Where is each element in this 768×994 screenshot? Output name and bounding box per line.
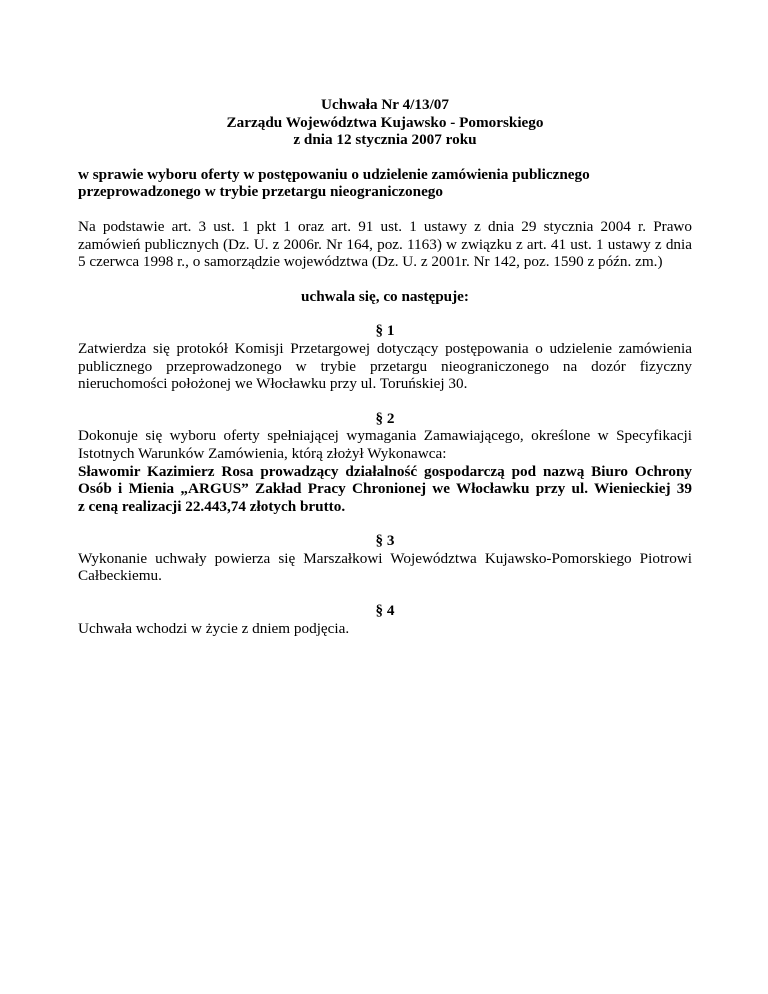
section-3	[78, 532, 692, 585]
legal-basis-line: Na podstawie art. 3 ust. 1 pkt 1 oraz art. 91 ust. 1 ustawy z dnia 29 stycznia 2004 r. Prawo	[78, 217, 692, 235]
section-line: publicznego przeprowadzonego w trybie przetargu nieograniczonego na dozór fizyczny	[78, 357, 692, 375]
legal-basis-line: zamówień publicznych (Dz. U. z 2006r. Nr 164, poz. 1163) w związku z art. 41 ust. 1 ustawy z dnia	[78, 235, 692, 253]
section-line: Wykonanie uchwały powierza się Marszałkowi Województwa Kujawsko-Pomorskiego Piotrowi	[78, 549, 692, 567]
section-mark: § 1	[375, 322, 395, 340]
subject-line: w sprawie wyboru oferty w postępowaniu o udzielenie zamówienia publicznego	[78, 165, 590, 183]
section-line: Istotnych Warunków Zamówienia, którą złożył Wykonawca:	[78, 444, 447, 462]
legal-basis-line: 5 czerwca 1998 r., o samorządzie województwa (Dz. U. z 2001r. Nr 142, poz. 1590 z późn. zm.)	[78, 253, 663, 271]
section-mark: § 3	[375, 532, 395, 550]
section-mark: § 2	[375, 409, 395, 427]
section-line: Uchwała wchodzi w życie z dniem podjęcia.	[78, 619, 350, 637]
section-line: Dokonuje się wyboru oferty spełniającej wymagania Zamawiającego, określone w Specyfikacji	[78, 427, 692, 445]
resolution-number: Uchwała Nr 4/13/07	[321, 96, 449, 113]
section-line: nieruchomości położonej we Włocławku przy ul. Toruńskiej 30.	[78, 375, 468, 393]
section-body	[78, 550, 692, 585]
selected-contractor	[78, 463, 692, 516]
section-2	[78, 410, 692, 516]
issuing-body: Zarządu Województwa Kujawsko - Pomorskiego	[226, 113, 544, 131]
section-1	[78, 322, 692, 392]
contractor-line: Osób i Mienia „ARGUS” Zakład Pracy Chronionej we Włocławku przy ul. Wienieckiej 39	[78, 480, 692, 498]
document-title	[78, 96, 692, 149]
resolution-subject	[78, 166, 692, 201]
section-body	[78, 620, 692, 638]
resolves-heading: uchwala się, co następuje:	[301, 287, 469, 305]
section-4	[78, 602, 692, 637]
legal-basis	[78, 218, 692, 271]
contractor-line: Sławomir Kazimierz Rosa prowadzący działalność gospodarczą pod nazwą Biuro Ochrony	[78, 462, 692, 480]
section-line: Całbeckiemu.	[78, 567, 162, 585]
contractor-line: z ceną realizacji 22.443,74 złotych brutto.	[78, 497, 346, 515]
subject-line: przeprowadzonego w trybie przetargu nieograniczonego	[78, 183, 443, 201]
document-page	[78, 96, 692, 637]
section-body	[78, 427, 692, 515]
resolution-date: z dnia 12 stycznia 2007 roku	[293, 131, 477, 149]
section-body	[78, 340, 692, 393]
section-line: Zatwierdza się protokół Komisji Przetargowej dotyczący postępowania o udzielenie zamówienia	[78, 339, 692, 357]
section-mark: § 4	[375, 602, 395, 620]
